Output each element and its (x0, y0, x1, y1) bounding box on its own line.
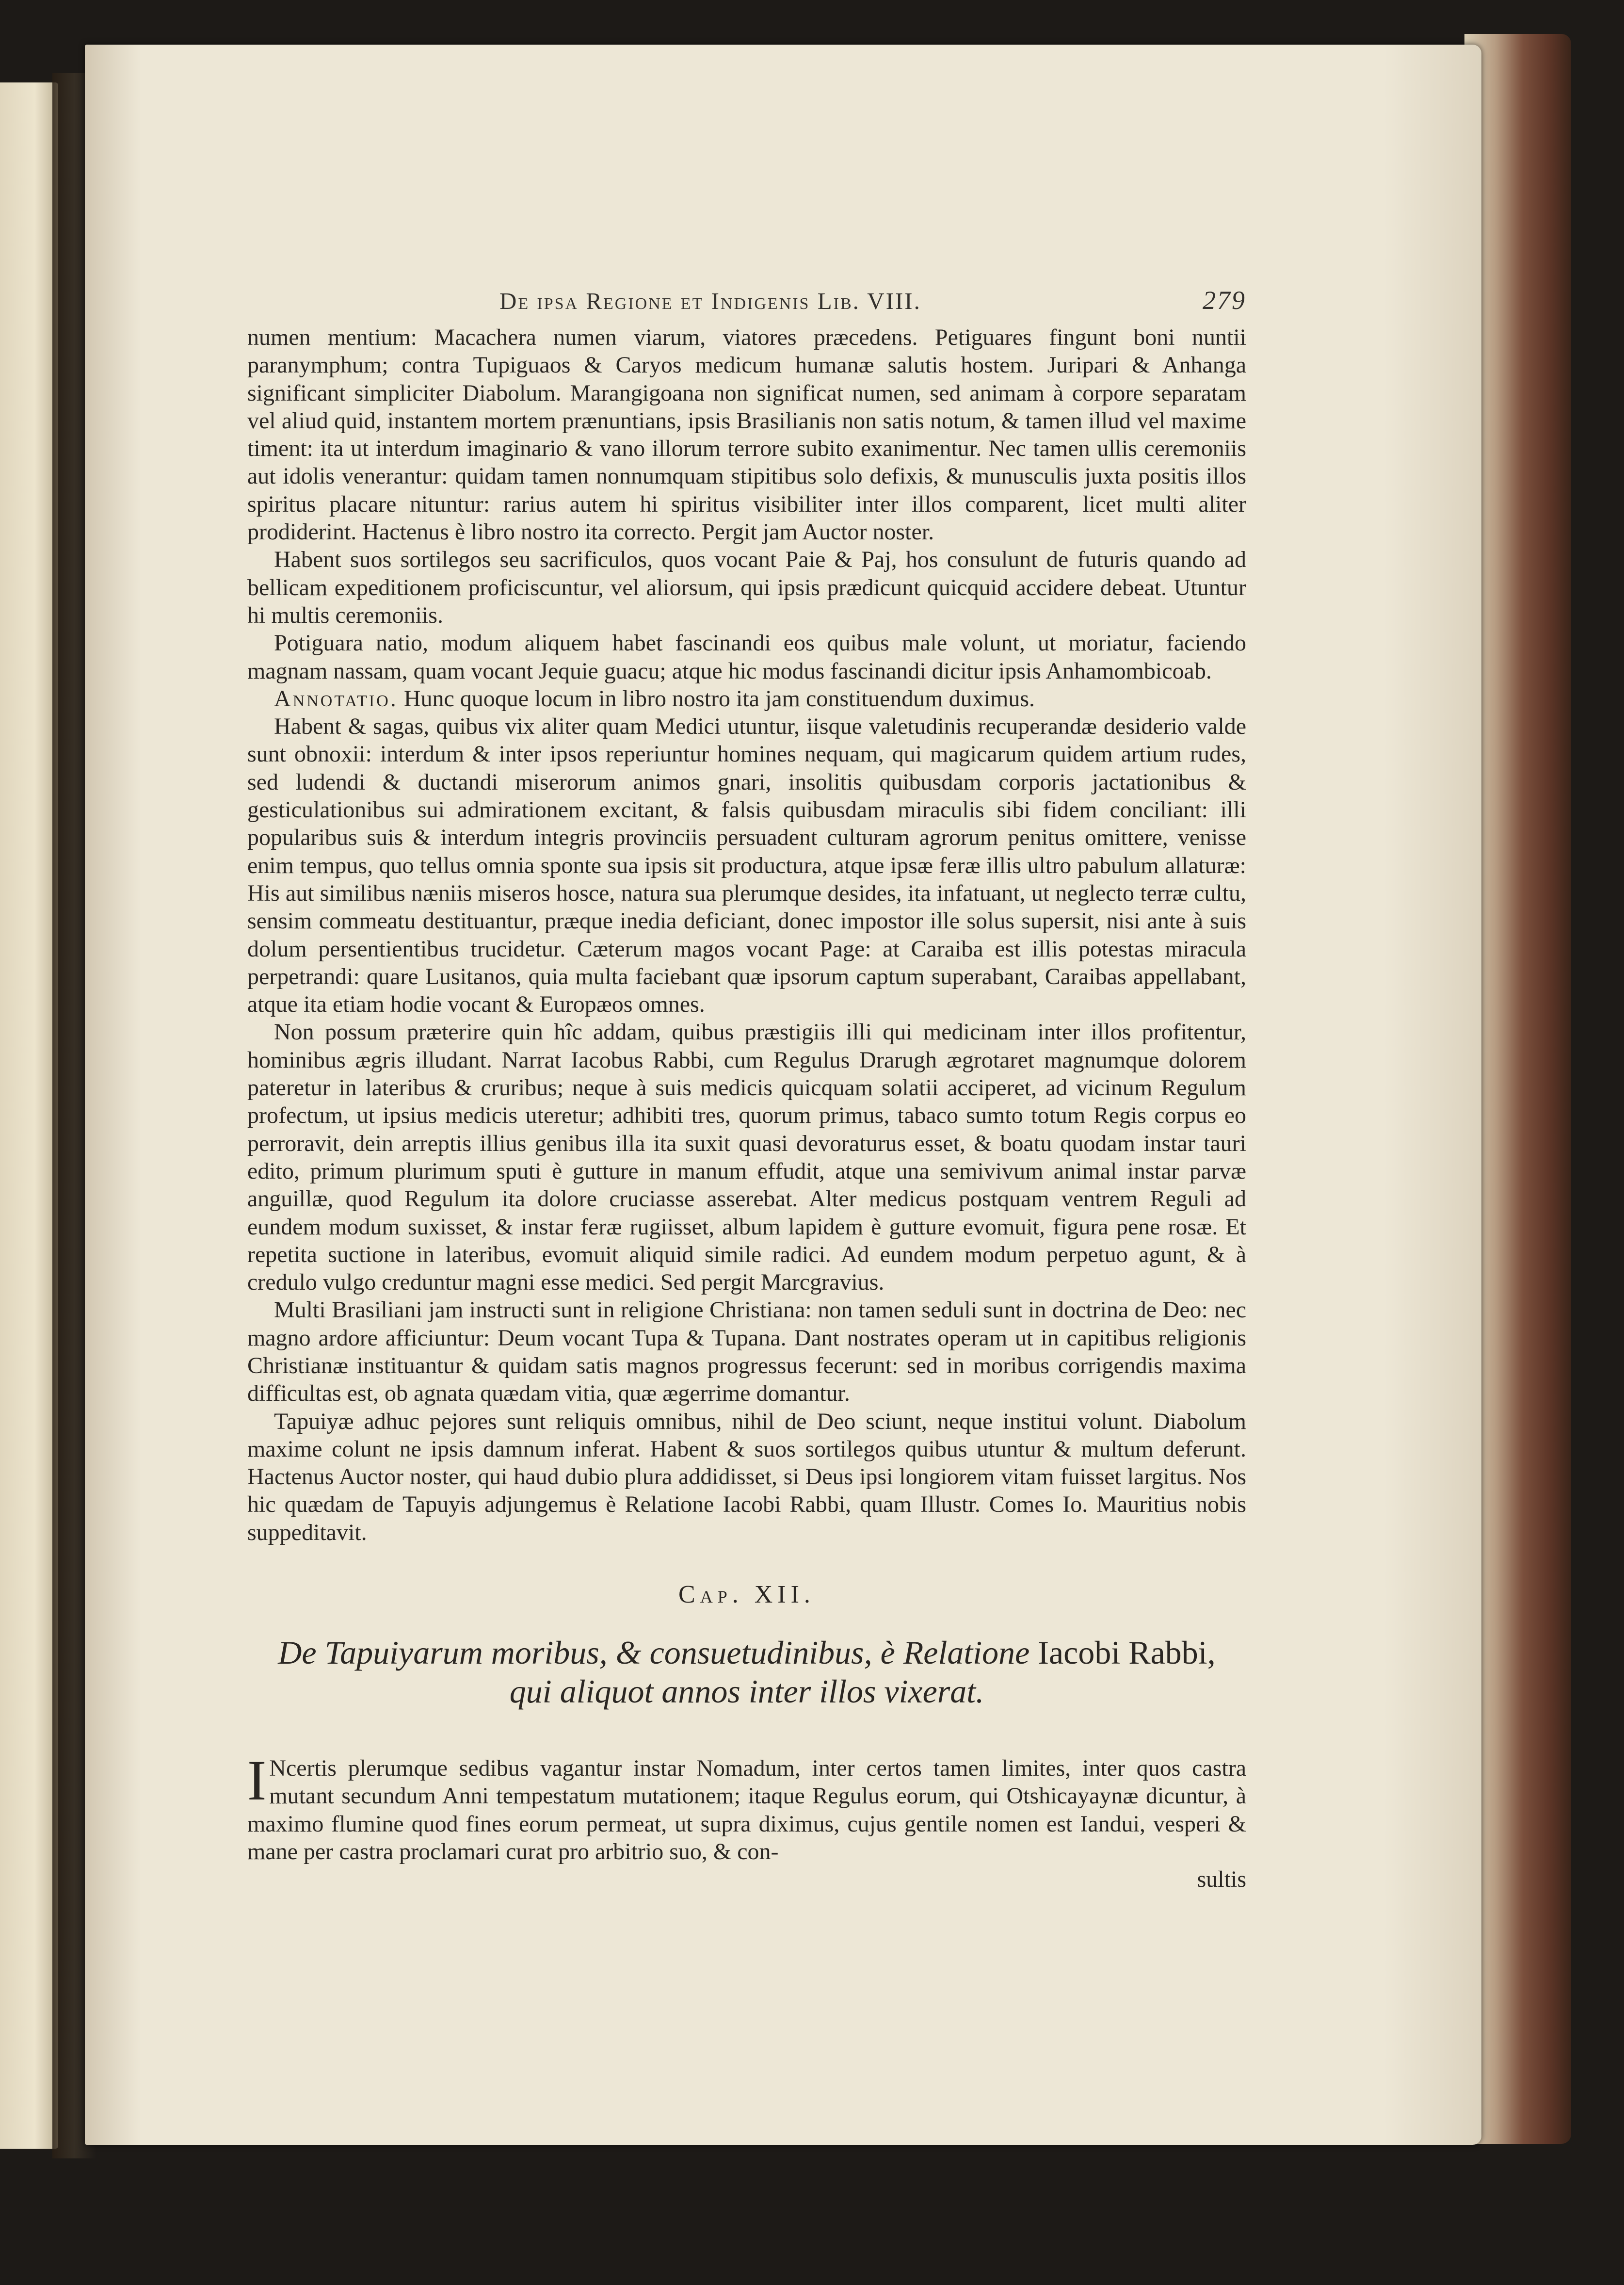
chapter-number: Cap. XII. (678, 1581, 815, 1609)
paragraph-2: Habent suos sortilegos seu sacrificulos, quos vocant Paie & Paj, hos consulunt de futuris quando ad bellicam expeditionem proficiscuntur, vel aliorsum, qui ipsis prædicunt quicquid accidere debeat. Utuntur hi multis ceremoniis. (247, 547, 1246, 628)
paragraph-7: Multi Brasiliani jam instructi sunt in religione Christiana: non tamen seduli sunt in doctrina de Deo: nec magno ardore afficiuntur: Deum vocant Tupa & Tupana. Dant nostrates operam ut in capitibus religionis Christianæ instituantur & quidam satis magnos progressus fecerunt: sed in moribus corrigendis maxima difficultas est, ob agnata quædam vitia, quæ ægerrime domantur. (247, 1297, 1246, 1407)
chapter-paragraph-text: Ncertis plerumque sedibus vagantur instar Nomadum, inter certos tamen limites, inter quos castra mutant secundum Anni tempestatum mutationem; itaque Regulus eorum, qui Otshicayaynæ dicuntur, à maximo flumine quod fines eorum permeat, ut supra diximus, cujus gentile nomen est Iandui, vesperi & mane per castra proclamari curat pro arbitrio suo, & con- (247, 1755, 1246, 1864)
annotation-paragraph (247, 685, 1246, 713)
book-page (85, 45, 1481, 2145)
paragraph-1: numen mentium: Macachera numen viarum, viatores præcedens. Petiguares fingunt boni nuntii paranymphum; contra Tupiguaos & Caryos medicum humanæ salutis hostem. Juripari & Anhanga significant simpliciter Diabolum. Marangigoana non significat numen, sed animam à corpore separatam vel aliud quid, instantem mortem prænuntians, ipsis Brasilianis non satis notum, & tamen illud vel maxime timent: ita ut interdum imaginario & vano illorum terrore subito exanimentur. Nec tamen ullis ceremoniis aut idolis venerantur: quidam tamen nonnumquam stipitibus solo defixis, & munusculis juxta positis illos spiritus placare nituntur: rarius autem hi spiritus visibiliter inter illos comparent, licet multi aliter prodiderint. Hactenus è libro nostro ita correcto. Pergit jam Auctor noster. (247, 324, 1246, 545)
chapter-title (247, 1633, 1246, 1711)
catchword: sultis (1197, 1866, 1246, 1893)
running-head (247, 287, 1246, 324)
page-number: 279 (1203, 286, 1246, 315)
paragraph-8: Tapuiyæ adhuc pejores sunt reliquis omnibus, nihil de Deo sciunt, neque institui volunt. Diabolum maxime colunt ne ipsis damnum inferat. Habent & suos sortilegos quibus utuntur & multum deferunt. Hactenus Auctor noster, qui haud dubio plura addidisset, si Deus ipsi longiorem vitam fuisset largitus. Nos hic quædam de Tapuyis adjungemus è Relatione Iacobi Rabbi, quam Illustr. Comes Io. Mauritius nobis suppeditavit. (247, 1408, 1246, 1545)
paragraph-6: Non possum præterire quin hîc addam, quibus præstigiis illi qui medicinam inter illos profitentur, hominibus ægris illudant. Narrat Iacobus Rabbi, cum Regulus Drarugh ægrotaret magnumque dolorem pateretur in lateribus & cruribus; neque à suis medicis quicquam solatii acciperet, ad vicinum Regulum profectum, ut ipsius medicis uteretur; adhibiti tres, quorum primus, tabaco sumto totum Regis corpus eo perroravit, dein arreptis illius genibus illa ita suxit quasi devoraturus esset, & boatu quodam instar tauri edito, primum plurimum sputi è gutture in manum effudit, atque una semivivum animal instar parvæ anguillæ, quod Regulum ita dolore cruciasse asserebat. Alter medicus postquam ventrem Reguli ad eundem modum suxisset, & instar feræ rugiisset, album lapidem è gutture evomuit, figura pene rosæ. Et repetita suctione in lateribus, evomuit aliquid simile radici. Ad eundem modum perpetuo agunt, & à credulo vulgo creduntur magni esse medici. Sed pergit Marcgravius. (247, 1019, 1246, 1296)
chapter-paragraph (247, 1749, 1246, 1865)
chapter-title-part-1: De Tapuiyarum moribus, & consuetudinibus, è Relatione (278, 1634, 1030, 1671)
chapter-title-name: Iacobi Rabbi, (1029, 1634, 1216, 1671)
paragraph-5: Habent & sagas, quibus vix aliter quam Medici utuntur, iisque valetudinis recuperandæ desiderio valde sunt obnoxii: interdum & inter ipsos reperiuntur homines nequam, qui magicarum quidem artium rudes, sed ludendi & ductandi miserorum animos gnari, insolitis quibusdam corporis jactationibus & gesticulationibus sui admirationem excitant, & falsis quibusdam miraculis sibi fidem conciliant: illi popularibus suis & interdum integris provinciis persuadent culturam agrorum penitus omittere, venisse enim tempus, quo tellus omnia sponte sua ipsis sit productura, atque ipsæ feræ illis ultro pabulum allaturæ: His aut similibus næniis miseros hosce, natura sua plerumque desides, ita infatuant, ut neglecto terræ cultu, sensim commeatu destituantur, præque inedia deficiant, donec impostor ille solus supersit, nisi ante à suis dolum persentientibus trucidetur. Cæterum magos vocant Page: at Caraiba est illis potestas miracula perpetrandi: quare Lusitanos, quia multa faciebant quæ ipsorum captum superabant, Caraibas appellabant, atque ita etiam hodie vocant & Europæos omnes. (247, 713, 1246, 1018)
annotation-label: Annotatio. (274, 685, 398, 712)
chapter-text (247, 1749, 1246, 1893)
annotation-text: Hunc quoque locum in libro nostro ita jam constituendum duximus. (403, 685, 1035, 712)
body-text (247, 324, 1246, 1546)
previous-page-edge (0, 82, 58, 2149)
running-head-title: De ipsa Regione et Indigenis Lib. VIII. (499, 288, 921, 314)
chapter-title-part-2: qui aliquot annos inter illos vixerat. (509, 1673, 984, 1710)
paragraph-3: Potiguara natio, modum aliquem habet fascinandi eos quibus male volunt, ut moriatur, faciendo magnam nassam, quam vocant Jequie guacu; atque hic modus fascinandi dicitur ipsis Anhamombicoab. (247, 630, 1246, 684)
text-block (247, 287, 1246, 1893)
drop-initial: I (247, 1749, 267, 1813)
